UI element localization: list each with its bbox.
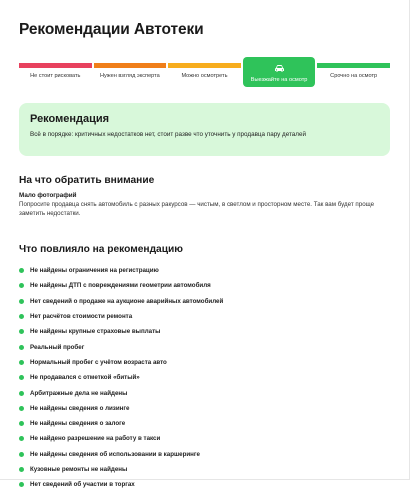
factor-text: Не найдены сведения об использовании в каршеринге [30, 450, 200, 458]
scale-segment-bar [94, 63, 167, 68]
factor-item [19, 416, 390, 431]
scale-segment [19, 63, 92, 87]
scale-segment-bar [168, 63, 241, 68]
scale-segment-label: Нужен взгляд эксперта [99, 73, 160, 79]
bullet-dot-icon [19, 360, 24, 365]
factor-item [19, 278, 390, 293]
factor-item [19, 309, 390, 324]
attention-section [19, 174, 390, 218]
factor-text: Нормальный пробег с учётом возраста авто [30, 358, 167, 366]
scale-segment [317, 63, 390, 87]
scale-segment-label: Не стоит рисковать [30, 73, 81, 79]
factor-text: Кузовные ремонты не найдены [30, 466, 128, 473]
bullet-dot-icon [19, 375, 24, 380]
factor-item [19, 355, 390, 370]
bullet-dot-icon [19, 421, 24, 426]
factor-text: Нет сведений об участии в торгах [30, 481, 135, 489]
bullet-dot-icon [19, 283, 24, 288]
factors-title: Что повлияло на рекомендацию [19, 244, 183, 255]
scale-segment-bar [19, 63, 92, 68]
scale-segment-bar [317, 63, 390, 68]
factor-text: Реальный пробег [30, 343, 85, 351]
attention-subtitle: Мало фотографий [19, 192, 77, 199]
factor-text: Не найдены сведения о лизинге [30, 404, 130, 412]
factor-item [19, 447, 390, 462]
factor-item [19, 401, 390, 416]
scale-segment-label: Срочно на осмотр [330, 73, 378, 79]
factor-item [19, 294, 390, 309]
factor-item [19, 477, 390, 492]
bullet-dot-icon [19, 482, 24, 487]
recommendation-title: Рекомендация [30, 113, 110, 125]
bullet-dot-icon [19, 391, 24, 396]
page-title: Рекомендации Автотеки [19, 21, 204, 38]
bullet-dot-icon [19, 436, 24, 441]
factor-item [19, 385, 390, 400]
factor-text: Нет расчётов стоимости ремонта [30, 313, 133, 321]
factor-item [19, 370, 390, 385]
factor-text: Арбитражные дела не найдены [30, 389, 128, 397]
bullet-dot-icon [19, 329, 24, 334]
factor-item [19, 431, 390, 446]
scale-segment-label: Выезжайте на осмотр [250, 76, 308, 83]
car-icon [274, 64, 285, 73]
attention-text: Попросите продавца снять автомобиль с разных ракурсов — чистым, в светлом и просторном месте. Так вам будет проще заметить недостатки. [19, 201, 375, 217]
bullet-dot-icon [19, 345, 24, 350]
bullet-dot-icon [19, 299, 24, 304]
scale-segment [168, 63, 241, 87]
factor-text: Не найдены крупные страховые выплаты [30, 328, 161, 336]
active-segment-card [243, 57, 316, 87]
recommendation-scale [19, 63, 390, 87]
recommendation-card [19, 103, 390, 156]
factor-item [19, 324, 390, 339]
factor-text: Не найдены ограничения на регистрацию [30, 267, 159, 275]
bullet-dot-icon [19, 406, 24, 411]
factor-list [19, 263, 390, 492]
factor-text: Нет сведений о продаже на аукционе аварийных автомобилей [30, 297, 224, 305]
factors-section [19, 243, 390, 492]
attention-title: На что обратить внимание [19, 175, 155, 186]
scale-segment [94, 63, 167, 87]
factor-text: Не найдено разрешение на работу в такси [30, 435, 161, 443]
factor-item [19, 462, 390, 477]
factor-item [19, 339, 390, 354]
factor-text: Не продавался с отметкой «битый» [30, 374, 140, 382]
scale-segment-active [243, 57, 316, 87]
bullet-dot-icon [19, 452, 24, 457]
factor-item [19, 263, 390, 278]
factor-text: Не найдены сведения о залоге [30, 420, 126, 428]
bullet-dot-icon [19, 268, 24, 273]
bullet-dot-icon [19, 467, 24, 472]
bullet-dot-icon [19, 314, 24, 319]
factor-text: Не найдены ДТП с повреждениями геометрии автомобиля [30, 282, 211, 290]
recommendation-text: Всё в порядке: критичных недостатков нет, стоит разве что уточнить у продавца пару деталей [30, 131, 307, 138]
scale-segment-label: Можно осмотреть [181, 73, 228, 79]
